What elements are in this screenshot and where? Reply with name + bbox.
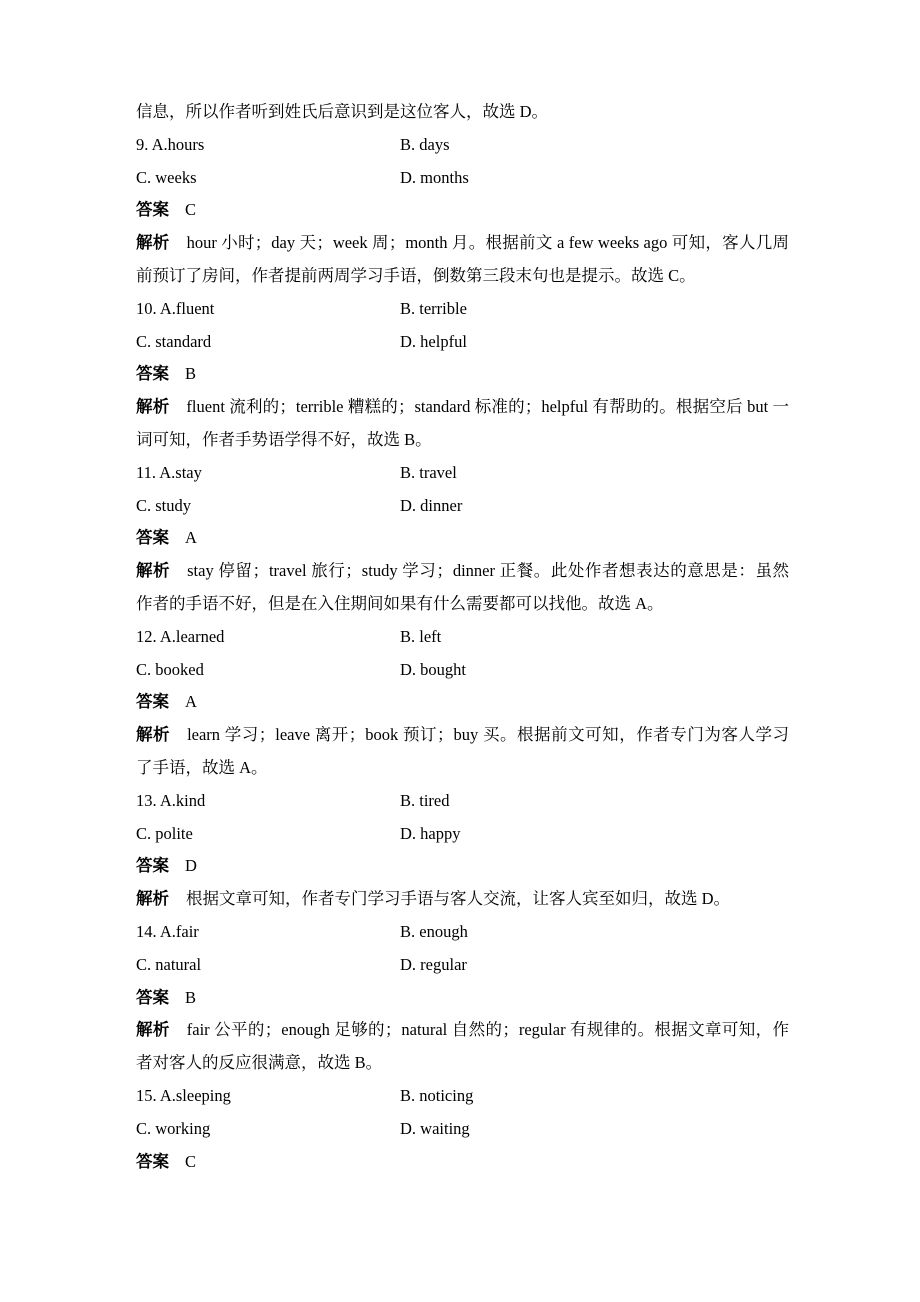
answer-label: 答案 (136, 987, 169, 1007)
question-block-13 (136, 785, 789, 916)
option-b: B. left (400, 626, 442, 646)
option-a: 12. A.learned (136, 626, 225, 646)
option-a: 14. A.fair (136, 921, 199, 941)
analysis-text: fair 公平的；enough 足够的；natural 自然的；regular 有规律的。根据文章可知，作者对客人的反应很满意，故选 B。 (136, 1020, 789, 1073)
option-a: 10. A.fluent (136, 298, 215, 318)
analysis-paragraph (136, 391, 789, 457)
options-row (136, 457, 789, 490)
options-row (136, 1080, 789, 1113)
answer-line (136, 358, 789, 391)
answer-value: D (185, 856, 197, 876)
answer-line (136, 1146, 789, 1179)
answer-label: 答案 (136, 200, 169, 220)
option-c: C. standard (136, 331, 212, 351)
analysis-label: 解析 (136, 725, 171, 745)
document-content (136, 96, 789, 1178)
options-row (136, 293, 789, 326)
answer-line (136, 982, 789, 1015)
answer-value: A (185, 528, 197, 548)
analysis-paragraph (136, 883, 789, 916)
answer-label: 答案 (136, 1151, 169, 1171)
analysis-label: 解析 (136, 1020, 170, 1040)
option-a: 11. A.stay (136, 462, 202, 482)
options-row (136, 654, 789, 687)
answer-line (136, 686, 789, 719)
question-block-10 (136, 293, 789, 457)
option-d: D. months (400, 167, 469, 187)
option-d: D. bought (400, 659, 466, 679)
option-d: D. helpful (400, 331, 467, 351)
options-row (136, 1113, 789, 1146)
question-block-14 (136, 916, 789, 1080)
answer-value: A (185, 692, 197, 712)
analysis-paragraph (136, 1014, 789, 1080)
analysis-text: 根据文章可知，作者专门学习手语与客人交流，让客人宾至如归，故选 D。 (186, 889, 731, 909)
analysis-text: stay 停留；travel 旅行；study 学习；dinner 正餐。此处作者想表达的意思是：虽然作者的手语不好，但是在入住期间如果有什么需要都可以找他。故选 A。 (136, 561, 790, 613)
option-a: 15. A.sleeping (136, 1085, 231, 1105)
question-block-11 (136, 457, 789, 621)
answer-value: C (185, 1151, 197, 1171)
answer-line (136, 522, 789, 555)
answer-label: 答案 (136, 692, 169, 712)
answer-line (136, 850, 789, 883)
analysis-label: 解析 (136, 561, 171, 581)
analysis-text: hour 小时；day 天；week 周；month 月。根据前文 a few weeks ago 可知，客人几周前预订了房间，作者提前两周学习手语，倒数第三段末句也是提示。故选 C。 (136, 233, 789, 285)
answer-value: C (185, 200, 197, 220)
options-row (136, 129, 789, 162)
question-block-9 (136, 129, 789, 293)
question-block-15 (136, 1080, 789, 1178)
options-row (136, 916, 789, 949)
option-c: C. polite (136, 823, 193, 843)
option-d: D. happy (400, 823, 461, 843)
option-d: D. regular (400, 954, 467, 974)
options-row (136, 162, 789, 195)
option-b: B. noticing (400, 1085, 474, 1105)
carryover-analysis-line: 信息，所以作者听到姓氏后意识到是这位客人，故选 D。 (136, 102, 549, 121)
option-b: B. terrible (400, 298, 467, 318)
options-row (136, 490, 789, 523)
analysis-text: learn 学习；leave 离开；book 预订；buy 买。根据前文可知，作者专门为客人学习了手语，故选 A。 (136, 725, 790, 777)
analysis-paragraph (136, 555, 789, 621)
question-block-12 (136, 621, 789, 785)
answer-label: 答案 (136, 528, 169, 548)
options-row (136, 326, 789, 359)
answer-label: 答案 (136, 856, 169, 876)
analysis-paragraph (136, 227, 789, 293)
option-d: D. dinner (400, 495, 463, 515)
option-c: C. booked (136, 659, 204, 679)
analysis-label: 解析 (136, 889, 169, 909)
options-row (136, 621, 789, 654)
analysis-text: fluent 流利的；terrible 糟糕的；standard 标准的；helpful 有帮助的。根据空后 but 一词可知，作者手势语学得不好，故选 B。 (136, 397, 790, 449)
analysis-paragraph (136, 719, 789, 785)
option-c: C. working (136, 1118, 211, 1138)
option-b: B. tired (400, 790, 450, 810)
answer-line (136, 194, 789, 227)
options-row (136, 818, 789, 851)
analysis-label: 解析 (136, 397, 170, 417)
option-c: C. weeks (136, 167, 197, 187)
answer-label: 答案 (136, 364, 169, 384)
option-b: B. travel (400, 462, 457, 482)
options-row (136, 949, 789, 982)
options-row (136, 785, 789, 818)
option-d: D. waiting (400, 1118, 470, 1138)
option-b: B. days (400, 134, 450, 154)
option-c: C. natural (136, 954, 202, 974)
option-a: 13. A.kind (136, 790, 206, 810)
answer-value: B (185, 364, 197, 384)
analysis-label: 解析 (136, 233, 170, 253)
option-b: B. enough (400, 921, 468, 941)
answer-value: B (185, 987, 197, 1007)
option-c: C. study (136, 495, 192, 515)
option-a: 9. A.hours (136, 134, 205, 154)
